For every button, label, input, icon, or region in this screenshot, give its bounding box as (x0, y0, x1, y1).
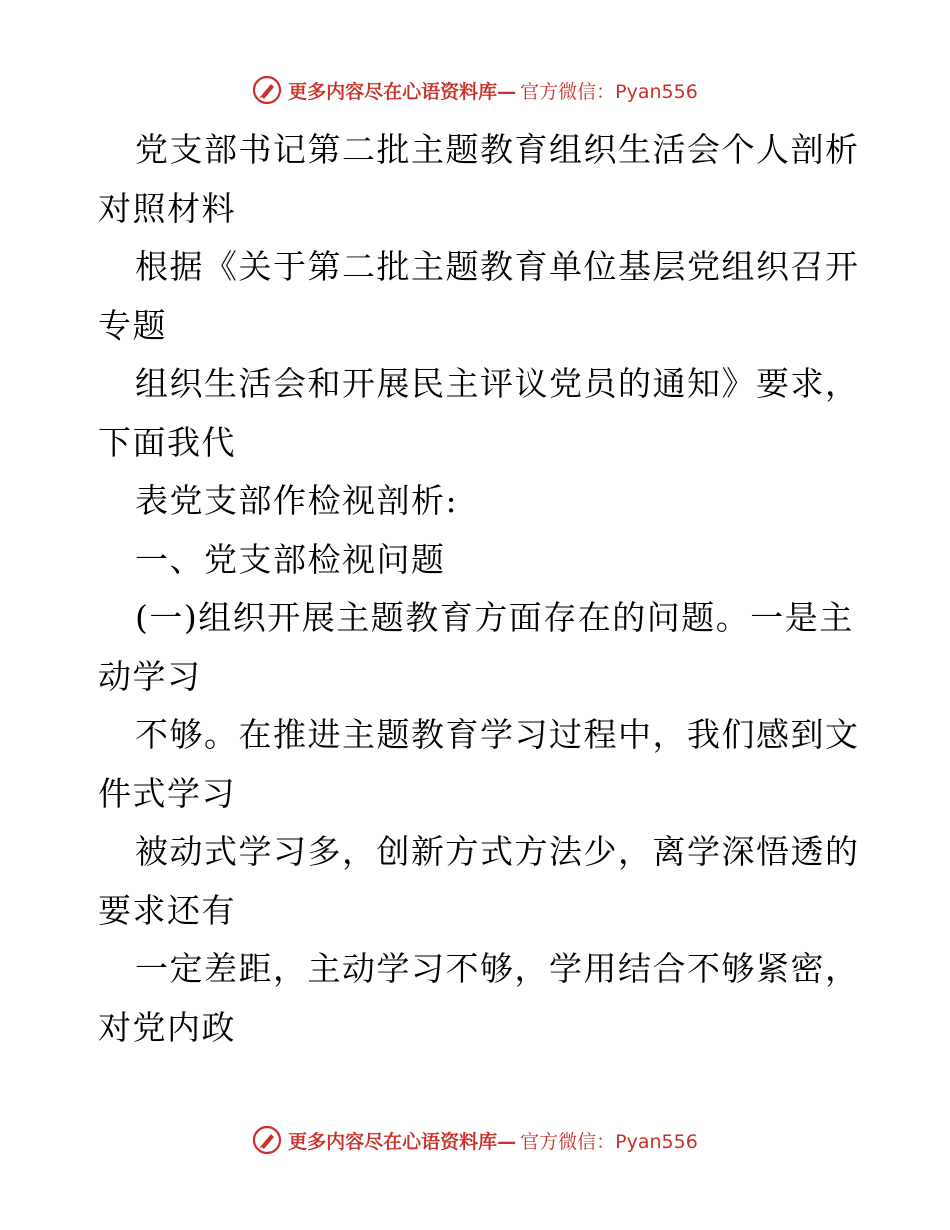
section-heading: 一、党支部检视问题 (135, 539, 446, 579)
header-banner (0, 72, 950, 108)
document-line: 动学习 (98, 656, 202, 696)
footer-banner (0, 1122, 950, 1158)
document-line: 对党内政 (98, 1007, 236, 1047)
document-line: 党支部书记第二批主题教育组织生活会个人剖析 (135, 130, 860, 169)
footer-banner-text: 更多内容尽在心语资料库— (288, 1130, 517, 1153)
pen-nib-logo-icon (252, 1125, 282, 1155)
document-line: 件式学习 (98, 773, 236, 813)
document-line: 组织生活会和开展民主评议党员的通知》要求， (135, 364, 860, 403)
document-line: 被动式学习多，创新方式方法少，离学深悟透的 (135, 832, 860, 871)
document-line: (一)组织开展主题教育方面存在的问题。一是主 (135, 598, 854, 637)
footer-banner-wechat: 官方微信：Pyan556 (520, 1130, 698, 1153)
document-body (98, 121, 858, 1057)
document-line: 表党支部作检视剖析: (135, 481, 459, 520)
header-banner-wechat: 官方微信：Pyan556 (520, 80, 698, 103)
header-banner-text: 更多内容尽在心语资料库— (288, 80, 517, 103)
document-line: 专题 (98, 305, 167, 345)
document-line: 下面我代 (98, 422, 236, 462)
document-line: 要求还有 (98, 890, 236, 930)
pen-nib-logo-icon (252, 75, 282, 105)
document-line: 不够。在推进主题教育学习过程中，我们感到文 (135, 715, 860, 754)
document-line: 根据《关于第二批主题教育单位基层党组织召开 (135, 247, 860, 286)
document-line: 对照材料 (98, 188, 236, 228)
document-line: 一定差距，主动学习不够，学用结合不够紧密， (135, 949, 860, 988)
